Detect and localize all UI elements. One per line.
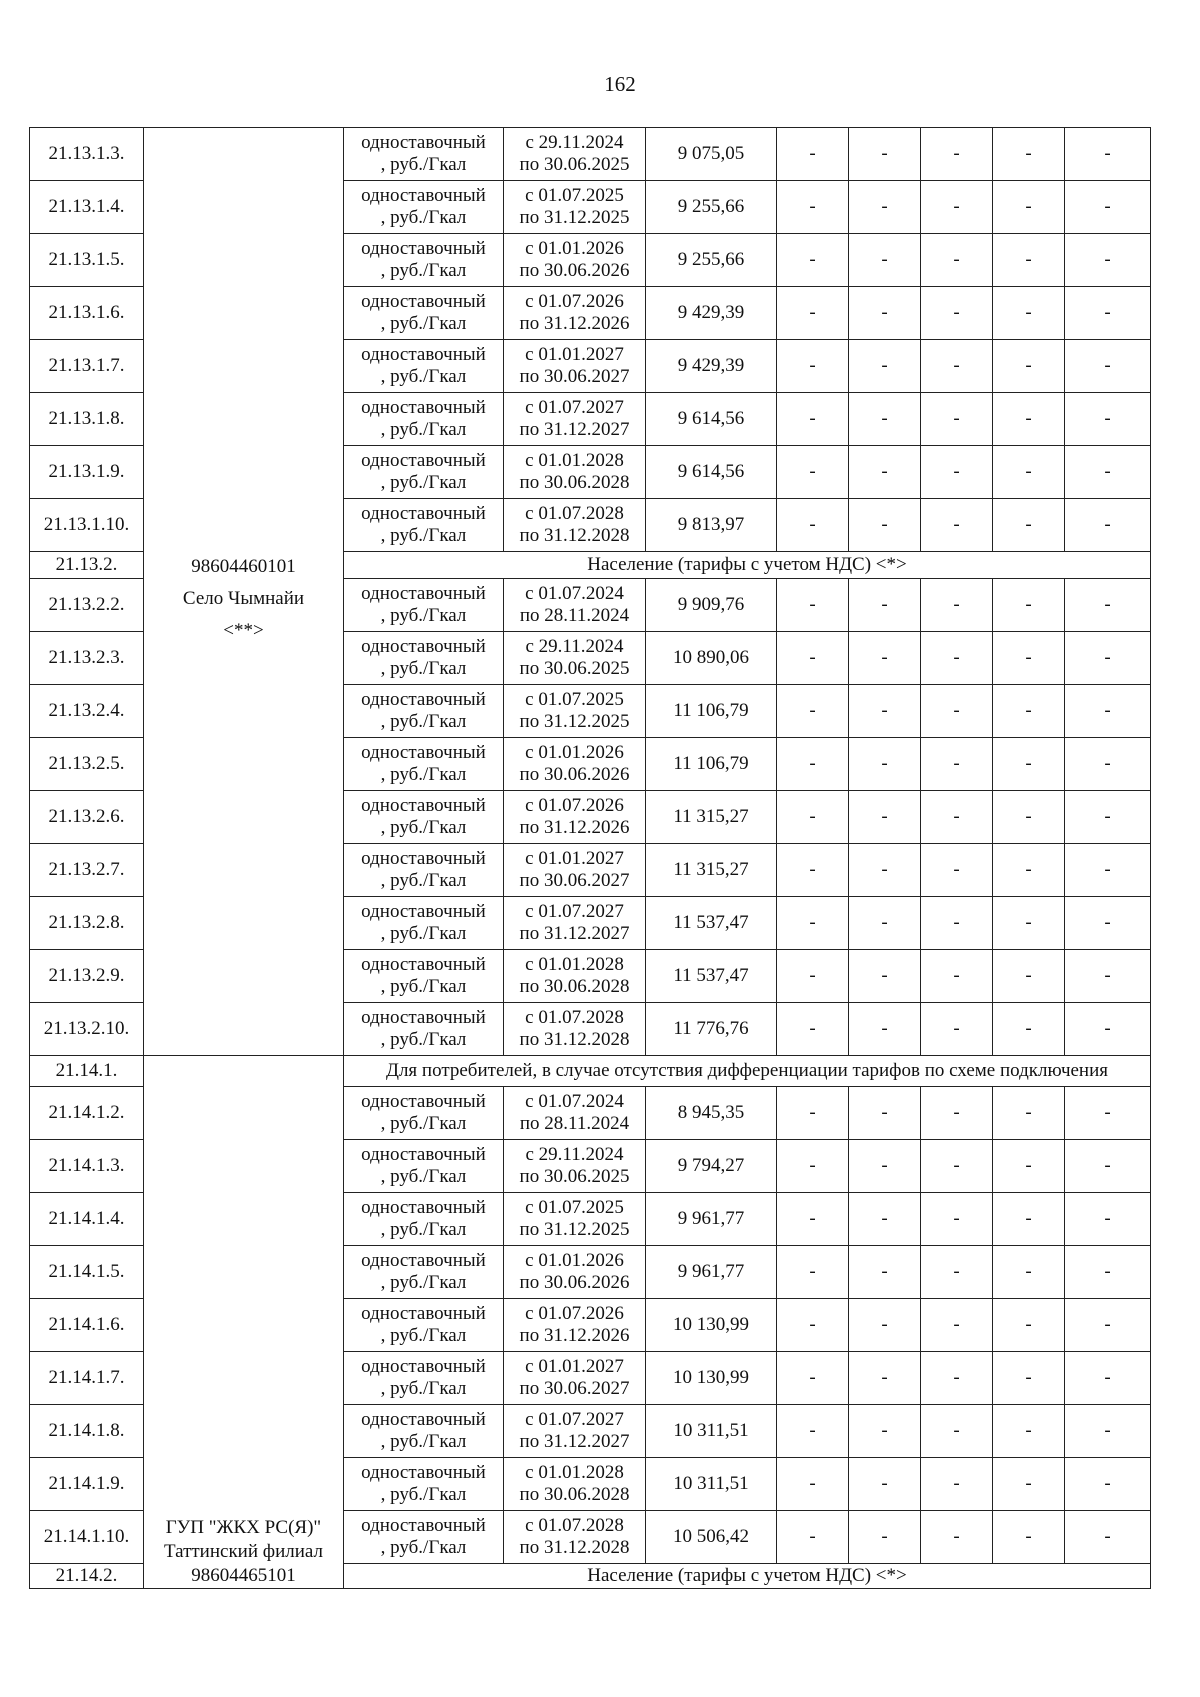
- rate-type: одноставочный , руб./Гкал: [344, 287, 504, 340]
- empty-value-dash: -: [993, 950, 1065, 1003]
- empty-value-dash: -: [1065, 685, 1151, 738]
- rate-type: одноставочный , руб./Гкал: [344, 738, 504, 791]
- empty-value-dash: -: [1065, 1193, 1151, 1246]
- empty-value-dash: -: [777, 1140, 849, 1193]
- empty-value-dash: -: [1065, 1352, 1151, 1405]
- empty-value-dash: -: [777, 1246, 849, 1299]
- section-row: [30, 1056, 1151, 1087]
- row-number: 21.13.1.10.: [30, 499, 144, 552]
- row-number: 21.13.1.5.: [30, 234, 144, 287]
- empty-value-dash: -: [993, 1087, 1065, 1140]
- settlement-name: Село Чымнайи: [182, 588, 305, 609]
- empty-value-dash: -: [1065, 1405, 1151, 1458]
- tariff-value: 9 794,27: [646, 1140, 777, 1193]
- validity-period: с 01.07.2026 по 31.12.2026: [504, 791, 646, 844]
- organization-cell: [144, 128, 344, 1056]
- empty-value-dash: -: [993, 1352, 1065, 1405]
- rate-type: одноставочный , руб./Гкал: [344, 1299, 504, 1352]
- validity-period: с 01.01.2026 по 30.06.2026: [504, 738, 646, 791]
- empty-value-dash: -: [777, 234, 849, 287]
- empty-value-dash: -: [1065, 499, 1151, 552]
- empty-value-dash: -: [849, 393, 921, 446]
- empty-value-dash: -: [921, 1193, 993, 1246]
- empty-value-dash: -: [921, 1003, 993, 1056]
- empty-value-dash: -: [993, 181, 1065, 234]
- section-heading: Население (тарифы с учетом НДС) <*>: [344, 552, 1151, 579]
- empty-value-dash: -: [777, 1003, 849, 1056]
- row-number: 21.13.1.9.: [30, 446, 144, 499]
- tariff-value: 11 537,47: [646, 950, 777, 1003]
- tariff-value: 11 315,27: [646, 844, 777, 897]
- validity-period: с 01.07.2024 по 28.11.2024: [504, 579, 646, 632]
- rate-type: одноставочный , руб./Гкал: [344, 393, 504, 446]
- empty-value-dash: -: [993, 499, 1065, 552]
- tariff-value: 9 429,39: [646, 287, 777, 340]
- empty-value-dash: -: [1065, 128, 1151, 181]
- row-number: 21.13.2.8.: [30, 897, 144, 950]
- empty-value-dash: -: [993, 446, 1065, 499]
- empty-value-dash: -: [777, 897, 849, 950]
- rate-type: одноставочный , руб./Гкал: [344, 446, 504, 499]
- row-number: 21.14.1.9.: [30, 1458, 144, 1511]
- empty-value-dash: -: [777, 1299, 849, 1352]
- empty-value-dash: -: [849, 1003, 921, 1056]
- empty-value-dash: -: [777, 393, 849, 446]
- empty-value-dash: -: [1065, 950, 1151, 1003]
- tariff-value: 10 890,06: [646, 632, 777, 685]
- empty-value-dash: -: [777, 499, 849, 552]
- empty-value-dash: -: [777, 1087, 849, 1140]
- empty-value-dash: -: [849, 1193, 921, 1246]
- empty-value-dash: -: [993, 287, 1065, 340]
- tariff-value: 11 106,79: [646, 738, 777, 791]
- row-number: 21.14.1.3.: [30, 1140, 144, 1193]
- empty-value-dash: -: [921, 181, 993, 234]
- rate-type: одноставочный , руб./Гкал: [344, 1352, 504, 1405]
- tariff-value: 10 130,99: [646, 1299, 777, 1352]
- empty-value-dash: -: [993, 234, 1065, 287]
- empty-value-dash: -: [921, 1087, 993, 1140]
- empty-value-dash: -: [921, 897, 993, 950]
- rate-type: одноставочный , руб./Гкал: [344, 128, 504, 181]
- row-number: 21.13.2.4.: [30, 685, 144, 738]
- validity-period: с 01.01.2027 по 30.06.2027: [504, 1352, 646, 1405]
- validity-period: с 01.07.2026 по 31.12.2026: [504, 287, 646, 340]
- empty-value-dash: -: [993, 579, 1065, 632]
- empty-value-dash: -: [849, 1140, 921, 1193]
- empty-value-dash: -: [993, 340, 1065, 393]
- empty-value-dash: -: [921, 579, 993, 632]
- validity-period: с 01.07.2027 по 31.12.2027: [504, 897, 646, 950]
- validity-period: с 01.07.2028 по 31.12.2028: [504, 499, 646, 552]
- validity-period: с 01.07.2028 по 31.12.2028: [504, 1003, 646, 1056]
- empty-value-dash: -: [1065, 579, 1151, 632]
- empty-value-dash: -: [849, 446, 921, 499]
- empty-value-dash: -: [777, 181, 849, 234]
- empty-value-dash: -: [849, 950, 921, 1003]
- tariff-value: 10 130,99: [646, 1352, 777, 1405]
- row-number: 21.14.2.: [30, 1564, 144, 1589]
- validity-period: с 29.11.2024 по 30.06.2025: [504, 128, 646, 181]
- empty-value-dash: -: [921, 234, 993, 287]
- empty-value-dash: -: [921, 1511, 993, 1564]
- empty-value-dash: -: [993, 1193, 1065, 1246]
- empty-value-dash: -: [777, 844, 849, 897]
- row-number: 21.13.2.: [30, 552, 144, 579]
- empty-value-dash: -: [921, 1458, 993, 1511]
- empty-value-dash: -: [777, 738, 849, 791]
- tariff-value: 9 429,39: [646, 340, 777, 393]
- empty-value-dash: -: [849, 340, 921, 393]
- empty-value-dash: -: [993, 1405, 1065, 1458]
- row-number: 21.14.1.8.: [30, 1405, 144, 1458]
- validity-period: с 29.11.2024 по 30.06.2025: [504, 1140, 646, 1193]
- validity-period: с 01.07.2025 по 31.12.2025: [504, 1193, 646, 1246]
- rate-type: одноставочный , руб./Гкал: [344, 499, 504, 552]
- tariff-value: 9 614,56: [646, 393, 777, 446]
- empty-value-dash: -: [849, 1087, 921, 1140]
- empty-value-dash: -: [921, 287, 993, 340]
- empty-value-dash: -: [777, 632, 849, 685]
- empty-value-dash: -: [849, 234, 921, 287]
- row-number: 21.13.1.4.: [30, 181, 144, 234]
- rate-type: одноставочный , руб./Гкал: [344, 340, 504, 393]
- validity-period: с 01.01.2027 по 30.06.2027: [504, 340, 646, 393]
- row-number: 21.13.2.2.: [30, 579, 144, 632]
- empty-value-dash: -: [849, 1405, 921, 1458]
- row-number: 21.13.2.9.: [30, 950, 144, 1003]
- empty-value-dash: -: [849, 287, 921, 340]
- empty-value-dash: -: [777, 340, 849, 393]
- section-heading: Население (тарифы с учетом НДС) <*>: [344, 1564, 1151, 1589]
- empty-value-dash: -: [1065, 1511, 1151, 1564]
- empty-value-dash: -: [777, 1352, 849, 1405]
- tariff-value: 11 537,47: [646, 897, 777, 950]
- empty-value-dash: -: [849, 1458, 921, 1511]
- empty-value-dash: -: [993, 1003, 1065, 1056]
- tariff-value: 10 311,51: [646, 1458, 777, 1511]
- rate-type: одноставочный , руб./Гкал: [344, 181, 504, 234]
- tariff-value: 9 961,77: [646, 1246, 777, 1299]
- row-number: 21.14.1.4.: [30, 1193, 144, 1246]
- validity-period: с 01.07.2026 по 31.12.2026: [504, 1299, 646, 1352]
- empty-value-dash: -: [993, 1511, 1065, 1564]
- empty-value-dash: -: [993, 685, 1065, 738]
- validity-period: с 01.01.2027 по 30.06.2027: [504, 844, 646, 897]
- row-number: 21.13.2.7.: [30, 844, 144, 897]
- empty-value-dash: -: [993, 1246, 1065, 1299]
- empty-value-dash: -: [921, 1405, 993, 1458]
- row-number: 21.14.1.6.: [30, 1299, 144, 1352]
- empty-value-dash: -: [921, 685, 993, 738]
- rate-type: одноставочный , руб./Гкал: [344, 1193, 504, 1246]
- empty-value-dash: -: [849, 791, 921, 844]
- tariff-value: 9 075,05: [646, 128, 777, 181]
- empty-value-dash: -: [849, 685, 921, 738]
- empty-value-dash: -: [777, 128, 849, 181]
- tariff-value: 11 776,76: [646, 1003, 777, 1056]
- row-number: 21.14.1.10.: [30, 1511, 144, 1564]
- empty-value-dash: -: [849, 897, 921, 950]
- empty-value-dash: -: [777, 1511, 849, 1564]
- empty-value-dash: -: [849, 128, 921, 181]
- rate-type: одноставочный , руб./Гкал: [344, 1246, 504, 1299]
- empty-value-dash: -: [921, 393, 993, 446]
- validity-period: с 01.01.2026 по 30.06.2026: [504, 234, 646, 287]
- empty-value-dash: -: [849, 632, 921, 685]
- empty-value-dash: -: [921, 1140, 993, 1193]
- table-row: [30, 128, 1151, 181]
- empty-value-dash: -: [777, 446, 849, 499]
- empty-value-dash: -: [777, 1405, 849, 1458]
- tariff-value: 11 315,27: [646, 791, 777, 844]
- rate-type: одноставочный , руб./Гкал: [344, 1003, 504, 1056]
- validity-period: с 01.07.2027 по 31.12.2027: [504, 393, 646, 446]
- row-number: 21.14.1.7.: [30, 1352, 144, 1405]
- footnote-mark: <**>: [223, 620, 264, 641]
- rate-type: одноставочный , руб./Гкал: [344, 950, 504, 1003]
- empty-value-dash: -: [777, 1458, 849, 1511]
- empty-value-dash: -: [921, 1246, 993, 1299]
- empty-value-dash: -: [1065, 1458, 1151, 1511]
- empty-value-dash: -: [849, 1246, 921, 1299]
- tariff-value: 9 255,66: [646, 181, 777, 234]
- tariff-table: [29, 127, 1151, 1589]
- empty-value-dash: -: [1065, 340, 1151, 393]
- section-heading: Для потребителей, в случае отсутствия дифференциации тарифов по схеме подключения: [344, 1056, 1151, 1087]
- empty-value-dash: -: [993, 791, 1065, 844]
- row-number: 21.14.1.: [30, 1056, 144, 1087]
- empty-value-dash: -: [921, 1352, 993, 1405]
- empty-value-dash: -: [1065, 1299, 1151, 1352]
- empty-value-dash: -: [849, 499, 921, 552]
- empty-value-dash: -: [1065, 844, 1151, 897]
- empty-value-dash: -: [849, 1511, 921, 1564]
- empty-value-dash: -: [1065, 897, 1151, 950]
- organization-code: 98604465101: [191, 1565, 296, 1586]
- empty-value-dash: -: [921, 128, 993, 181]
- branch-name: Таттинский филиал: [164, 1541, 323, 1562]
- validity-period: с 01.07.2024 по 28.11.2024: [504, 1087, 646, 1140]
- rate-type: одноставочный , руб./Гкал: [344, 1140, 504, 1193]
- empty-value-dash: -: [1065, 1003, 1151, 1056]
- tariff-value: 10 311,51: [646, 1405, 777, 1458]
- rate-type: одноставочный , руб./Гкал: [344, 791, 504, 844]
- organization-cell: [144, 1056, 344, 1589]
- empty-value-dash: -: [1065, 1246, 1151, 1299]
- tariff-value: 9 813,97: [646, 499, 777, 552]
- empty-value-dash: -: [849, 844, 921, 897]
- empty-value-dash: -: [1065, 738, 1151, 791]
- empty-value-dash: -: [993, 1299, 1065, 1352]
- tariff-value: 8 945,35: [646, 1087, 777, 1140]
- empty-value-dash: -: [1065, 181, 1151, 234]
- page-number: 162: [604, 72, 636, 96]
- row-number: 21.13.2.3.: [30, 632, 144, 685]
- empty-value-dash: -: [849, 181, 921, 234]
- empty-value-dash: -: [993, 1458, 1065, 1511]
- empty-value-dash: -: [993, 632, 1065, 685]
- organization-code: 98604460101: [191, 556, 296, 577]
- tariff-value: 9 909,76: [646, 579, 777, 632]
- empty-value-dash: -: [849, 1352, 921, 1405]
- validity-period: с 01.07.2028 по 31.12.2028: [504, 1511, 646, 1564]
- empty-value-dash: -: [1065, 632, 1151, 685]
- rate-type: одноставочный , руб./Гкал: [344, 1087, 504, 1140]
- tariff-value: 11 106,79: [646, 685, 777, 738]
- rate-type: одноставочный , руб./Гкал: [344, 579, 504, 632]
- tariff-value: 10 506,42: [646, 1511, 777, 1564]
- organization-name: ГУП "ЖКХ РС(Я)": [165, 1517, 322, 1538]
- empty-value-dash: -: [777, 950, 849, 1003]
- row-number: 21.13.2.5.: [30, 738, 144, 791]
- validity-period: с 01.07.2025 по 31.12.2025: [504, 685, 646, 738]
- empty-value-dash: -: [1065, 234, 1151, 287]
- validity-period: с 29.11.2024 по 30.06.2025: [504, 632, 646, 685]
- empty-value-dash: -: [993, 393, 1065, 446]
- empty-value-dash: -: [921, 738, 993, 791]
- empty-value-dash: -: [921, 499, 993, 552]
- empty-value-dash: -: [849, 579, 921, 632]
- empty-value-dash: -: [1065, 791, 1151, 844]
- rate-type: одноставочный , руб./Гкал: [344, 844, 504, 897]
- empty-value-dash: -: [849, 738, 921, 791]
- empty-value-dash: -: [777, 579, 849, 632]
- validity-period: с 01.07.2027 по 31.12.2027: [504, 1405, 646, 1458]
- empty-value-dash: -: [921, 1299, 993, 1352]
- tariff-value: 9 614,56: [646, 446, 777, 499]
- rate-type: одноставочный , руб./Гкал: [344, 1458, 504, 1511]
- empty-value-dash: -: [1065, 1087, 1151, 1140]
- empty-value-dash: -: [1065, 446, 1151, 499]
- rate-type: одноставочный , руб./Гкал: [344, 234, 504, 287]
- rate-type: одноставочный , руб./Гкал: [344, 897, 504, 950]
- row-number: 21.13.2.10.: [30, 1003, 144, 1056]
- validity-period: с 01.01.2028 по 30.06.2028: [504, 1458, 646, 1511]
- tariff-table-body: [30, 128, 1151, 1589]
- empty-value-dash: -: [777, 685, 849, 738]
- row-number: 21.13.1.7.: [30, 340, 144, 393]
- empty-value-dash: -: [777, 1193, 849, 1246]
- empty-value-dash: -: [993, 128, 1065, 181]
- row-number: 21.13.2.6.: [30, 791, 144, 844]
- row-number: 21.13.1.6.: [30, 287, 144, 340]
- rate-type: одноставочный , руб./Гкал: [344, 685, 504, 738]
- rate-type: одноставочный , руб./Гкал: [344, 1511, 504, 1564]
- empty-value-dash: -: [921, 844, 993, 897]
- empty-value-dash: -: [921, 632, 993, 685]
- empty-value-dash: -: [993, 897, 1065, 950]
- empty-value-dash: -: [993, 738, 1065, 791]
- row-number: 21.13.1.3.: [30, 128, 144, 181]
- empty-value-dash: -: [1065, 287, 1151, 340]
- empty-value-dash: -: [921, 446, 993, 499]
- empty-value-dash: -: [777, 287, 849, 340]
- empty-value-dash: -: [993, 1140, 1065, 1193]
- rate-type: одноставочный , руб./Гкал: [344, 632, 504, 685]
- empty-value-dash: -: [993, 844, 1065, 897]
- empty-value-dash: -: [921, 340, 993, 393]
- validity-period: с 01.01.2026 по 30.06.2026: [504, 1246, 646, 1299]
- validity-period: с 01.01.2028 по 30.06.2028: [504, 446, 646, 499]
- validity-period: с 01.07.2025 по 31.12.2025: [504, 181, 646, 234]
- empty-value-dash: -: [1065, 393, 1151, 446]
- row-number: 21.13.1.8.: [30, 393, 144, 446]
- empty-value-dash: -: [777, 791, 849, 844]
- tariff-value: 9 961,77: [646, 1193, 777, 1246]
- tariff-value: 9 255,66: [646, 234, 777, 287]
- empty-value-dash: -: [921, 950, 993, 1003]
- row-number: 21.14.1.5.: [30, 1246, 144, 1299]
- validity-period: с 01.01.2028 по 30.06.2028: [504, 950, 646, 1003]
- rate-type: одноставочный , руб./Гкал: [344, 1405, 504, 1458]
- row-number: 21.14.1.2.: [30, 1087, 144, 1140]
- empty-value-dash: -: [921, 791, 993, 844]
- empty-value-dash: -: [849, 1299, 921, 1352]
- empty-value-dash: -: [1065, 1140, 1151, 1193]
